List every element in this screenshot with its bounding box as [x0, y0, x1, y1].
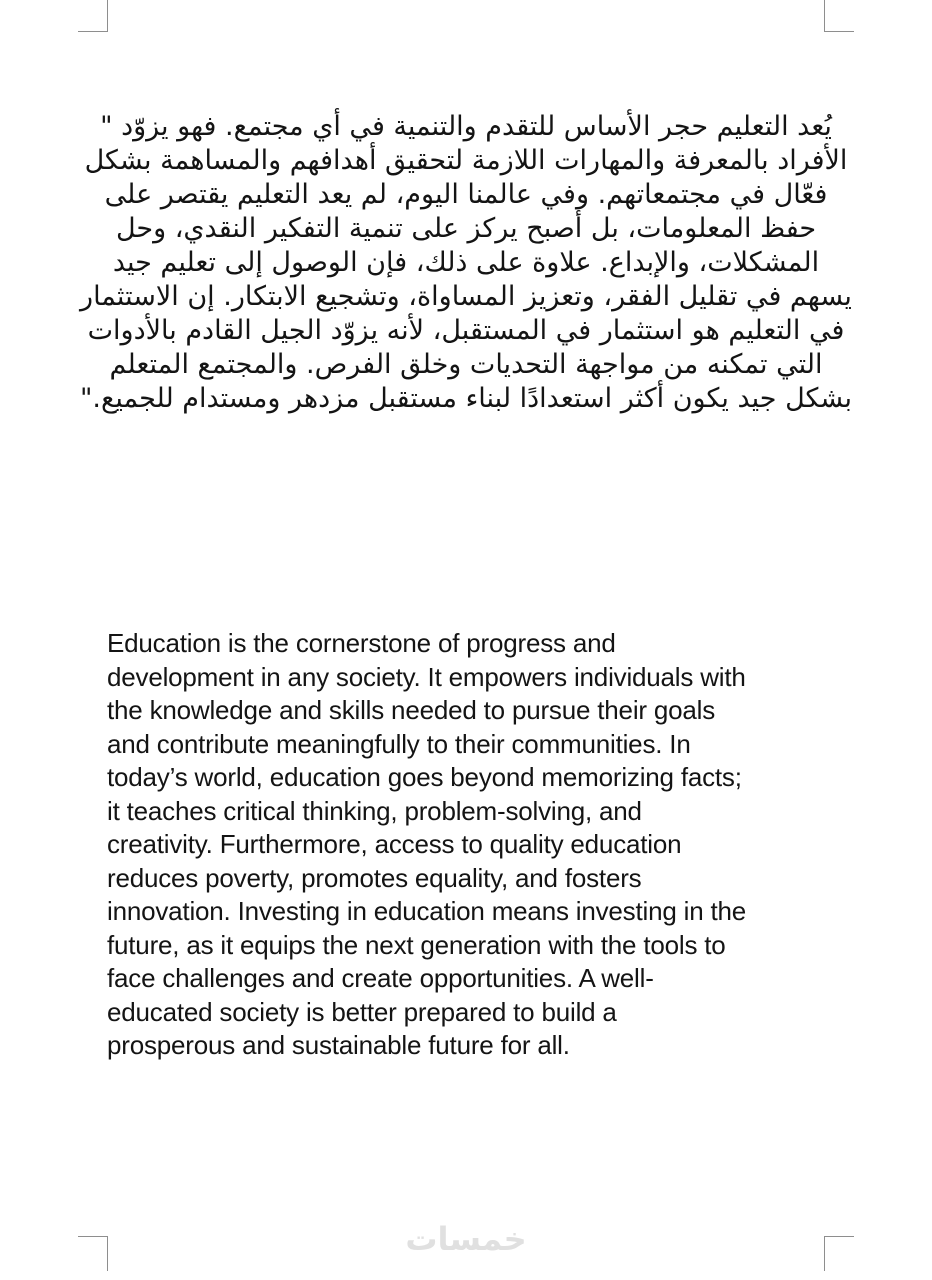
crop-mark-top-left-icon	[78, 0, 108, 32]
text-line: the knowledge and skills needed to pursue their goals	[107, 695, 716, 725]
text-line: بشكل جيد يكون أكثر استعدادًا لبناء مستقبل مزدهر ومستدام للجميع."	[79, 383, 853, 414]
text-line: فعّال في مجتمعاتهم. وفي عالمنا اليوم، لم يعد التعليم يقتصر على	[104, 179, 828, 210]
text-line: and contribute meaningfully to their communities. In	[107, 728, 691, 759]
arabic-paragraph	[36, 110, 896, 416]
text-line: today’s world, education goes beyond memorizing facts;	[107, 762, 742, 792]
text-line: يُعد التعليم حجر الأساس للتقدم والتنمية في أي مجتمع. فهو يزوّد "	[100, 111, 832, 142]
text-line: الأفراد بالمعرفة والمهارات اللازمة لتحقيق أهدافهم والمساهمة بشكل	[84, 145, 848, 176]
text-line: creativity. Furthermore, access to quality education	[107, 829, 682, 859]
khamsat-watermark: خمسات	[405, 1220, 527, 1258]
text-line: it teaches critical thinking, problem-solving, and	[107, 795, 642, 826]
text-line: المشكلات، والإبداع. علاوة على ذلك، فإن الوصول إلى تعليم جيد	[112, 247, 820, 278]
text-line: Education is the cornerstone of progress and	[107, 628, 616, 658]
text-line: التي تمكنه من مواجهة التحديات وخلق الفرص. والمجتمع المتعلم	[109, 349, 823, 380]
text-line: في التعليم هو استثمار في المستقبل، لأنه يزوّد الجيل القادم بالأدوات	[87, 315, 845, 346]
text-line: face challenges and create opportunities. A well-	[107, 963, 654, 993]
text-line: reduces poverty, promotes equality, and fosters	[107, 862, 642, 893]
text-line: educated society is better prepared to build a	[107, 996, 617, 1027]
crop-mark-top-right-icon	[824, 0, 854, 32]
text-line: development in any society. It empowers individuals with	[107, 661, 746, 692]
text-line: حفظ المعلومات، بل أصبح يركز على تنمية التفكير النقدي، وحل	[115, 213, 817, 244]
text-line: prosperous and sustainable future for all.	[107, 1030, 570, 1060]
text-line: يسهم في تقليل الفقر، وتعزيز المساواة، وتشجيع الابتكار. إن الاستثمار	[80, 281, 852, 312]
text-line: innovation. Investing in education means investing in the	[107, 896, 747, 926]
text-line: future, as it equips the next generation with the tools to	[107, 929, 726, 960]
english-paragraph	[107, 627, 847, 1063]
